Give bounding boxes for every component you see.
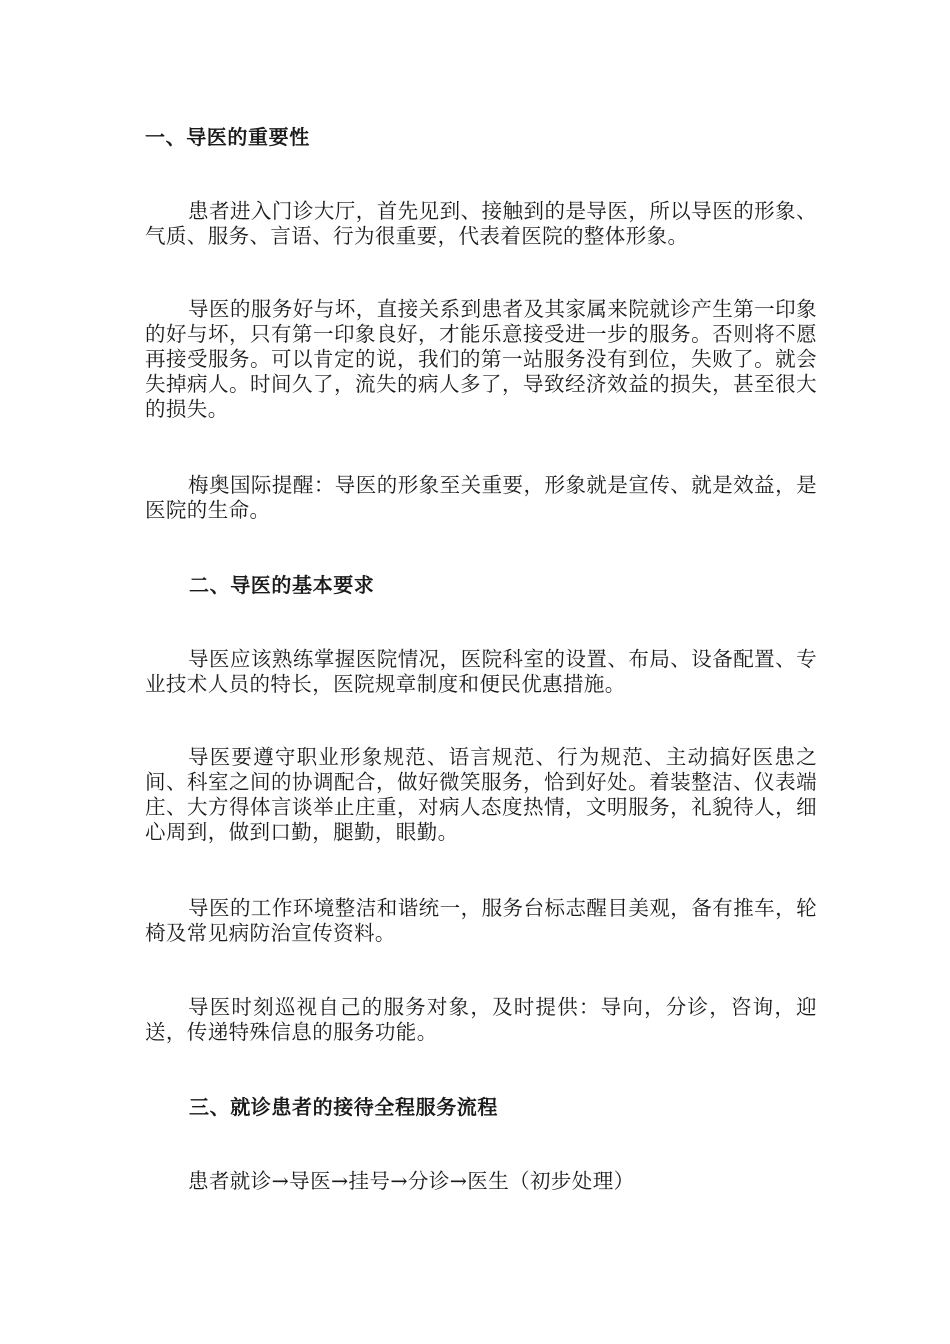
section-3-heading: 三、就诊患者的接待全程服务流程	[189, 1095, 498, 1119]
section-3-paragraph-1: 患者就诊→导医→挂号→分诊→医生（初步处理）	[188, 1169, 635, 1193]
section-1-paragraph-1: 患者进入门诊大厅，首先见到、接触到的是导医，所以导医的形象、气质、服务、言语、行为很重要，代表着医院的整体形象。	[145, 199, 817, 248]
section-2-paragraph-1: 导医应该熟练掌握医院情况，医院科室的设置、布局、设备配置、专业技术人员的特长，医院规章制度和便民优惠措施。	[145, 647, 817, 696]
section-1-heading: 一、导医的重要性	[145, 125, 310, 149]
section-2-paragraph-2: 导医要遵守职业形象规范、语言规范、行为规范、主动搞好医患之间、科室之间的协调配合，做好微笑服务，恰到好处。着装整洁、仪表端庄、大方得体言谈举止庄重，对病人态度热情，文明服务，礼貌待人，细心周到，做到口勤，腿勤，眼勤。	[145, 745, 817, 844]
section-2-heading: 二、导医的基本要求	[189, 573, 375, 597]
section-2-paragraph-4: 导医时刻巡视自己的服务对象，及时提供：导向，分诊，咨询，迎送，传递特殊信息的服务功能。	[145, 995, 817, 1044]
section-1-paragraph-3: 梅奥国际提醒：导医的形象至关重要，形象就是宣传、就是效益，是医院的生命。	[145, 473, 817, 522]
section-2-paragraph-3: 导医的工作环境整洁和谐统一，服务台标志醒目美观，备有推车，轮椅及常见病防治宣传资料。	[145, 896, 817, 945]
section-1-paragraph-2: 导医的服务好与坏，直接关系到患者及其家属来院就诊产生第一印象的好与坏，只有第一印象良好，才能乐意接受进一步的服务。否则将不愿再接受服务。可以肯定的说，我们的第一站服务没有到位，失败了。就会失掉病人。时间久了，流失的病人多了，导致经济效益的损失，甚至很大的损失。	[145, 297, 817, 421]
